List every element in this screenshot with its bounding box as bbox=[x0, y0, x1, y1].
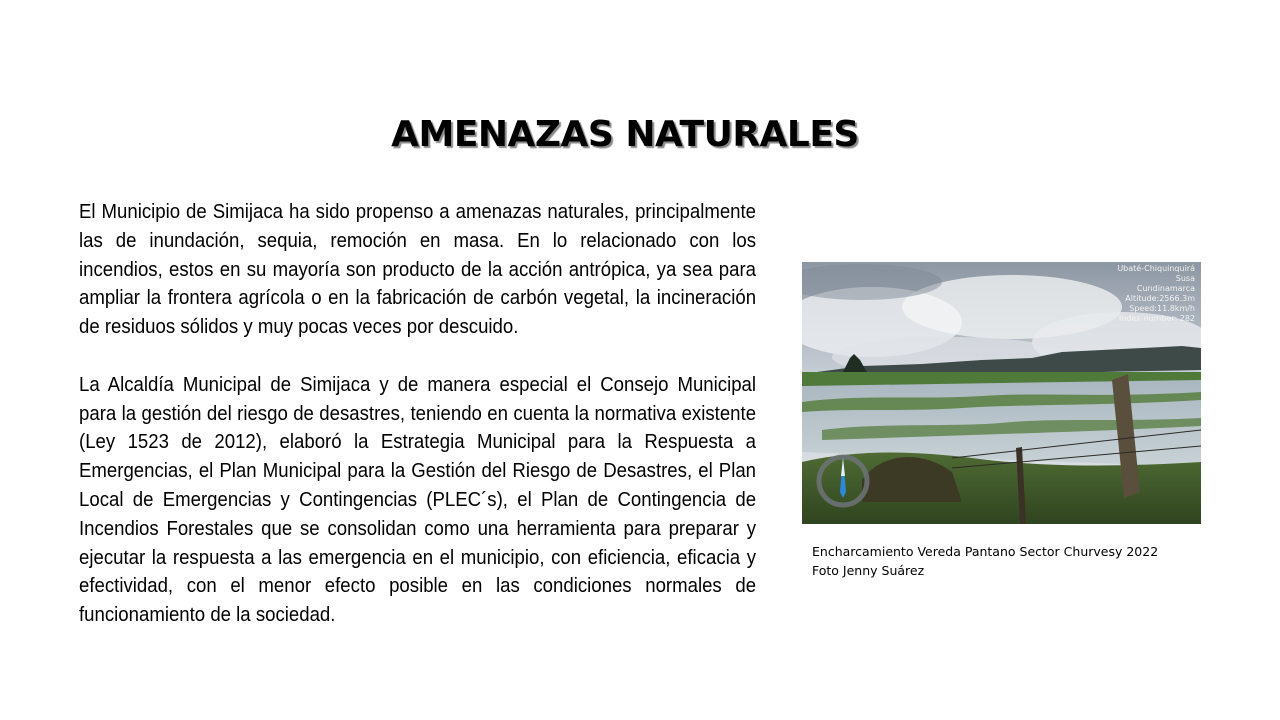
flooded-field-photo bbox=[802, 262, 1201, 524]
overlay-line: Cundinamarca bbox=[1136, 284, 1195, 293]
paragraph-1: El Municipio de Simijaca ha sido propenso a amenazas naturales, principalmente las de inundación, sequia, remoción en masa. En lo relacionado con los incendios, estos en su mayoría son producto de la acción antrópica, ya sea para ampliar la frontera agrícola o en la fabricación de carbón vegetal, la incineración de residuos sólidos y muy pocas veces por descuido. bbox=[79, 201, 757, 339]
overlay-line: Susa bbox=[1175, 274, 1195, 283]
body-text bbox=[79, 198, 756, 630]
overlay-line: Speed:11.8km/h bbox=[1129, 304, 1195, 313]
caption-line-2: Foto Jenny Suárez bbox=[812, 563, 925, 578]
photo-caption bbox=[812, 542, 1158, 580]
photo-geotag-overlay bbox=[1117, 264, 1195, 324]
overlay-line: Ubaté-Chiquinquirá bbox=[1117, 264, 1195, 273]
compass-icon bbox=[814, 452, 872, 510]
paragraph-2: La Alcaldía Municipal de Simijaca y de manera especial el Consejo Municipal para la gestión del riesgo de desastres, teniendo en cuenta la normativa existente (Ley 1523 de 2012), elaboró la Estrategia Municipal para la Respuesta a Emergencias, el Plan Municipal para la Gestión del Riesgo de Desastres, el Plan Local de Emergencias y Contingencias (PLEC´s), el Plan de Contingencia de Incendios Forestales que se consolidan como una herramienta para preparar y ejecutar la respuesta a las emergencia en el municipio, con eficiencia, eficacia y efectividad, con el menor efecto posible en las condiciones normales de funcionamiento de la sociedad. bbox=[79, 373, 757, 627]
overlay-line: Altitude:2566.3m bbox=[1125, 294, 1195, 303]
caption-line-1: Encharcamiento Vereda Pantano Sector Churvesy 2022 bbox=[812, 544, 1159, 559]
overlay-line: Index number: 282 bbox=[1118, 314, 1195, 323]
slide-title: AMENAZAS NATURALES bbox=[391, 114, 859, 155]
